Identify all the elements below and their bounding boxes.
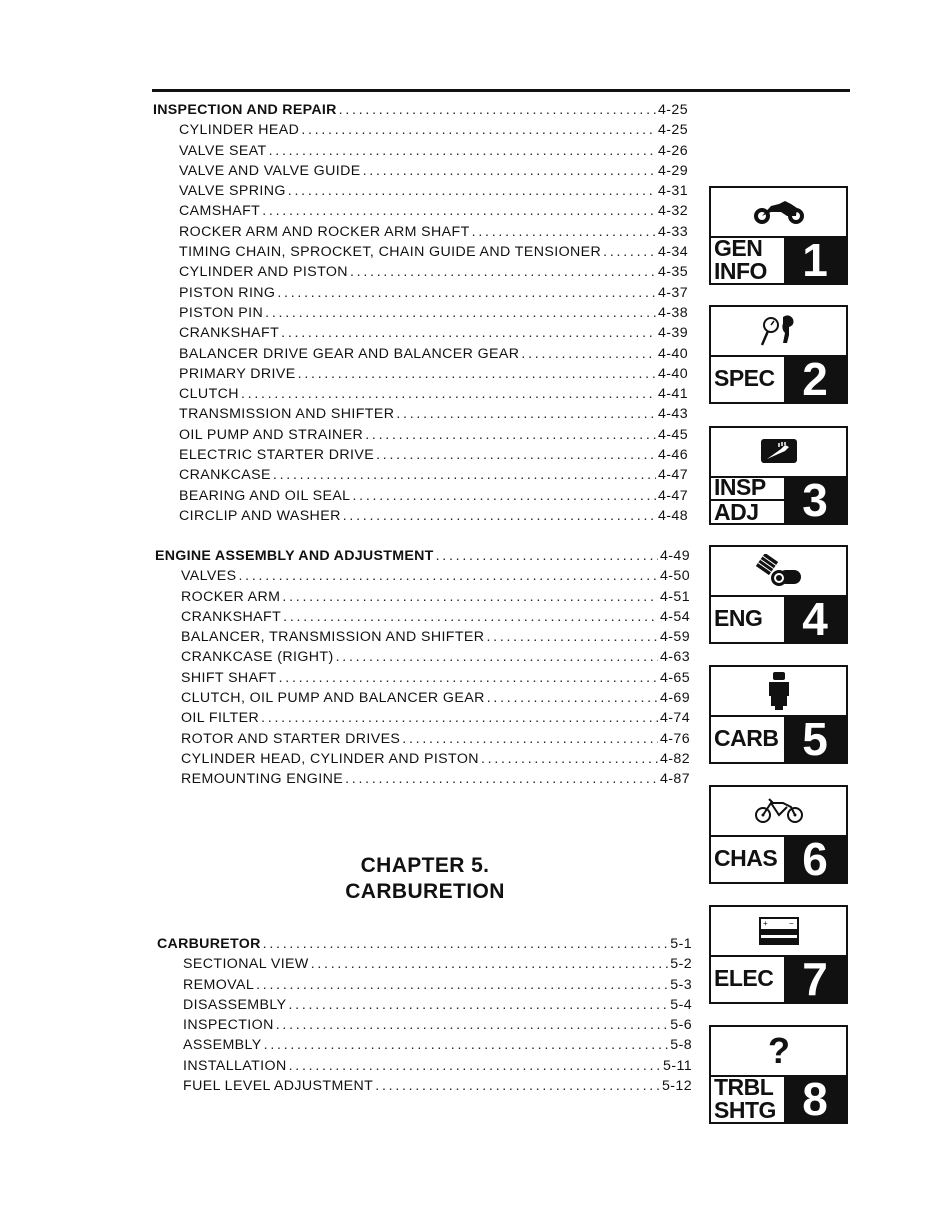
svg-text:+: + <box>762 919 768 928</box>
toc-entry[interactable]: TRANSMISSION AND SHIFTER . . . 4-43 <box>153 406 688 426</box>
tab-number: 2 <box>784 355 846 402</box>
toc-entry[interactable]: CIRCLIP AND WASHER . . . 4-48 <box>153 508 688 528</box>
toc-entry[interactable]: CLUTCH, OIL PUMP AND BALANCER GEAR . . . 4-69 <box>155 690 690 710</box>
toc-entry[interactable]: PISTON RING . . . 4-37 <box>153 285 688 305</box>
toc-heading[interactable]: CARBURETOR . . . 5-1 <box>157 936 692 956</box>
toc-entry[interactable]: VALVE SEAT . . . 4-26 <box>153 143 688 163</box>
toc-entry[interactable]: CLUTCH . . . 4-41 <box>153 386 688 406</box>
toc-entry[interactable]: FUEL LEVEL ADJUSTMENT . . . 5-12 <box>157 1078 692 1098</box>
tab-label: TRBL SHTG <box>714 1073 776 1123</box>
chapter-tab-8[interactable] <box>709 1025 848 1124</box>
toc-entry[interactable]: CRANKSHAFT . . . 4-54 <box>155 609 690 629</box>
toc-entry[interactable]: CAMSHAFT . . . 4-32 <box>153 203 688 223</box>
tab-label: CARB <box>714 725 779 751</box>
toc-entry[interactable]: VALVES . . . 4-50 <box>155 568 690 588</box>
chapter-tab-3[interactable] <box>709 426 848 525</box>
toc-entry[interactable]: PISTON PIN . . . 4-38 <box>153 305 688 325</box>
toc-entry[interactable]: ROTOR AND STARTER DRIVES . . . 4-76 <box>155 731 690 751</box>
carburetor-icon <box>711 667 846 717</box>
tab-number: 7 <box>784 955 846 1002</box>
toc-section-engine-assembly <box>155 548 690 792</box>
toc-entry[interactable]: REMOVAL . . . 5-3 <box>157 977 692 997</box>
toc-entry[interactable]: CRANKCASE (RIGHT) . . . 4-63 <box>155 649 690 669</box>
chapter-tab-5[interactable] <box>709 665 848 764</box>
tab-label: CHAS <box>714 845 778 871</box>
toc-entry[interactable]: SECTIONAL VIEW . . . 5-2 <box>157 956 692 976</box>
chapter-title: CARBURETION <box>345 880 505 903</box>
tab-number: 1 <box>784 236 846 283</box>
tab-label: ENG <box>714 605 763 631</box>
question-icon <box>711 1027 846 1077</box>
toc-entry[interactable]: SHIFT SHAFT . . . 4-65 <box>155 670 690 690</box>
toc-entry[interactable]: INSTALLATION . . . 5-11 <box>157 1058 692 1078</box>
toc-entry[interactable]: CRANKCASE . . . 4-47 <box>153 467 688 487</box>
tab-number: 6 <box>784 835 846 882</box>
chapter-heading <box>290 853 560 905</box>
top-rule <box>152 89 850 92</box>
toc-entry[interactable]: BEARING AND OIL SEAL . . . 4-47 <box>153 488 688 508</box>
toc-entry[interactable]: OIL FILTER . . . 4-74 <box>155 710 690 730</box>
toc-entry[interactable]: BALANCER DRIVE GEAR AND BALANCER GEAR . . . 4-40 <box>153 346 688 366</box>
wrench-hand-icon <box>711 428 846 478</box>
toc-entry[interactable]: VALVE AND VALVE GUIDE . . . 4-29 <box>153 163 688 183</box>
tab-number: 3 <box>784 476 846 523</box>
toc-entry[interactable]: ASSEMBLY . . . 5-8 <box>157 1037 692 1057</box>
toc-entry[interactable]: CYLINDER AND PISTON . . . 4-35 <box>153 264 688 284</box>
toc-entry[interactable]: VALVE SPRING . . . 4-31 <box>153 183 688 203</box>
tab-label: GEN INFO <box>714 234 767 284</box>
toc-entry[interactable]: CRANKSHAFT . . . 4-39 <box>153 325 688 345</box>
toc-entry[interactable]: OIL PUMP AND STRAINER . . . 4-45 <box>153 427 688 447</box>
tab-number: 5 <box>784 715 846 762</box>
tab-label: ELEC <box>714 965 774 991</box>
toc-entry[interactable]: TIMING CHAIN, SPROCKET, CHAIN GUIDE AND TENSIONER . . . 4-34 <box>153 244 688 264</box>
toc-entry[interactable]: CYLINDER HEAD . . . 4-25 <box>153 122 688 142</box>
chapter-tab-1[interactable] <box>709 186 848 285</box>
toc-section-carburetor <box>157 936 692 1098</box>
toc-entry[interactable]: ROCKER ARM . . . 4-51 <box>155 589 690 609</box>
svg-text:?: ? <box>767 1033 790 1069</box>
battery-icon <box>711 907 846 957</box>
svg-text:−: − <box>788 919 794 928</box>
toc-heading[interactable]: ENGINE ASSEMBLY AND ADJUSTMENT . . . 4-49 <box>155 548 690 568</box>
tab-number: 4 <box>784 595 846 642</box>
toc-entry[interactable]: INSPECTION . . . 5-6 <box>157 1017 692 1037</box>
tab-label: INSP ADJ <box>711 476 784 523</box>
gauge-tools-icon <box>711 307 846 357</box>
motorcycle-icon <box>711 188 846 238</box>
chapter-tab-4[interactable] <box>709 545 848 644</box>
tab-number: 8 <box>784 1075 846 1122</box>
chapter-number: CHAPTER 5. <box>360 854 490 877</box>
chapter-tab-7[interactable] <box>709 905 848 1004</box>
toc-entry[interactable]: ELECTRIC STARTER DRIVE . . . 4-46 <box>153 447 688 467</box>
toc-section-inspection-repair <box>153 102 688 528</box>
toc-entry[interactable]: ROCKER ARM AND ROCKER ARM SHAFT . . . 4-33 <box>153 224 688 244</box>
toc-entry[interactable]: PRIMARY DRIVE . . . 4-40 <box>153 366 688 386</box>
toc-entry[interactable]: REMOUNTING ENGINE . . . 4-87 <box>155 771 690 791</box>
chapter-tab-2[interactable] <box>709 305 848 404</box>
tab-label: SPEC <box>714 365 775 391</box>
toc-entry[interactable]: DISASSEMBLY . . . 5-4 <box>157 997 692 1017</box>
toc-entry[interactable]: BALANCER, TRANSMISSION AND SHIFTER . . . 4-59 <box>155 629 690 649</box>
toc-entry[interactable]: CYLINDER HEAD, CYLINDER AND PISTON . . . 4-82 <box>155 751 690 771</box>
toc-heading[interactable]: INSPECTION AND REPAIR . . . 4-25 <box>153 102 688 122</box>
chapter-tab-6[interactable] <box>709 785 848 884</box>
engine-cylinder-icon <box>711 547 846 597</box>
motorcycle-frame-icon <box>711 787 846 837</box>
